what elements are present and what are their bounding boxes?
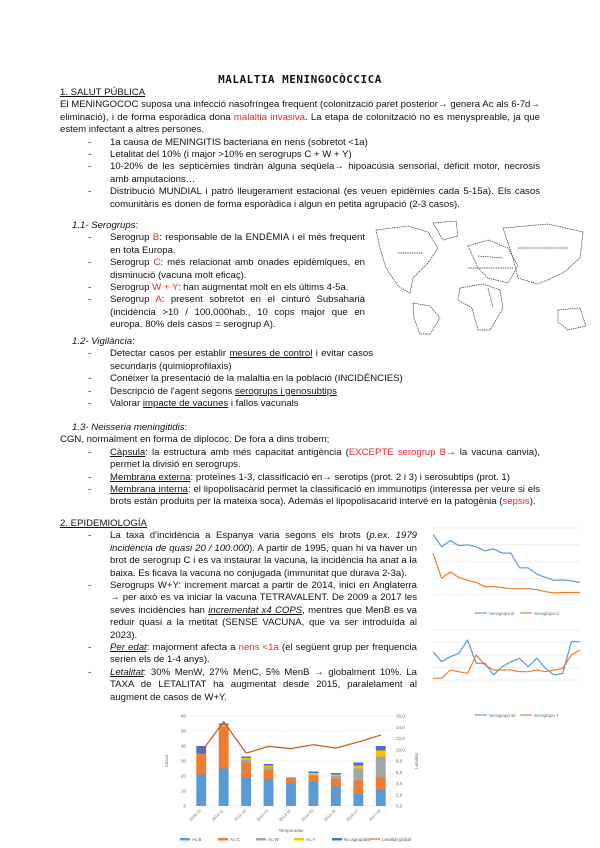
bar-segment <box>376 757 386 778</box>
list-item: - Serogrup A: present sobretot en el cinturó Subsaharià (incidència >10 / 100.000hab., 10 cops major que en europa. 80% dels casos = serogrup A). <box>60 294 365 331</box>
bar-segment <box>331 779 341 787</box>
y-tick-label: 60 <box>180 713 186 719</box>
list-item: - Valorar impacte de vacunes i fallos vacunals <box>60 398 542 410</box>
x-tick-label: 2010-11 <box>210 808 225 822</box>
bar-segment <box>331 775 341 777</box>
y2-tick-label: 4,0 <box>396 781 403 786</box>
x-tick-label: 2011-12 <box>233 808 247 822</box>
bar-segment <box>219 769 229 807</box>
paragraph: CGN, normalment en forma de diplococ. De fora a dins trobem; <box>60 434 330 446</box>
bar-segment <box>353 766 363 769</box>
list-item: - Càpsula: la estructura amb més capacitat antigència (EXCEPTE serogrup B→ la vacuna canvia), permet la divisió en serogrups. <box>60 447 540 472</box>
paragraph: El MENINGOCOC suposa una infecció nasofríngea frequent (colonització paret posterior→ genera Ac als 6-7d→ eliminació), i de forma esporàdica dona malaltia invasiva. La etapa de colonització no es menyspreable, ja que estem infectant a altres persones. <box>60 99 540 136</box>
section-serogrups <box>72 220 365 332</box>
x-tick-label: 2014-15 <box>300 808 315 823</box>
y-tick-label: 0 <box>183 803 186 809</box>
bar-segment <box>331 773 341 775</box>
list-item: - Letalitat: 30% MenW, 27% MenC, 5% MenB → globalment 10%. La TAXA de LETALITAT ha augmentat desde 2015, paralelament al augment de casos de W+Y. <box>60 667 417 704</box>
bar-segment <box>376 790 386 807</box>
section-vigilancia <box>72 336 542 410</box>
bar-segment <box>264 779 274 806</box>
bar-segment <box>286 778 296 779</box>
legend-label: Serogrupo B <box>489 611 515 616</box>
subsection-heading: 1.2- Vigilància: <box>72 336 135 347</box>
y2-tick-label: 16,0 <box>396 713 405 719</box>
bar-segment <box>353 763 363 766</box>
list-item: - La taxa d'incidència a Espanya varia segons els brots (p.ex. 1979 incidència de quasi 20 / 100.000). A partir de 1995, quan hi va haver un brot de serogrup C i es va instaurar la vacuna, la incidència ha anat a la baixa. Es ficava la vacuna no conjugada (immunitat que durava 2-3a). <box>60 530 417 580</box>
world-map-image <box>368 218 593 336</box>
list-item: - Serogrup B: responsable de la ENDÈMIA i el més frequent en tota Europa. <box>60 232 365 257</box>
bar-segment <box>376 751 386 757</box>
list-item: - Membrana externa: proteïnes 1-3, classificació en→ serotips (prot. 2 i 3) i serosubtips (prot. 1) <box>60 472 540 484</box>
section-neisseria <box>60 422 540 509</box>
bar-segment <box>376 778 386 790</box>
list-item: - Serogrups W+Y: increment marcat a partir de 2014, inici en Anglaterra → per això es va iniciar la vacuna TETRAVALENT. De 2009 a 2017 les seves incidències han incrementat x4 COPS, mentres que MenB es va reduir quasi a la metitat (SENSE VACUNA, que va ser introduïda al 2023). <box>60 580 417 642</box>
legend-label: No agrupable <box>344 837 372 842</box>
bar-segment <box>353 794 363 806</box>
legend-label: Letalitat global <box>382 837 412 842</box>
list-item: - Descripció de l'agent segons serogrups i genosubtips <box>60 386 542 398</box>
bullet-list <box>60 137 540 211</box>
y-tick-label: 20 <box>180 773 186 779</box>
x-tick-label: 2017-18 <box>367 808 382 823</box>
list-item: - 10-20% de les septicèmies tindràn alguna seqüela→ hipoacúsia sensorial, dèficit motor, necrosis amb amputacions… <box>60 161 540 186</box>
cases-by-season-bar-chart <box>160 708 425 846</box>
bullet-list <box>60 232 365 331</box>
y2-tick-label: 2,0 <box>396 792 403 798</box>
x-tick-label: 2013-14 <box>277 808 292 823</box>
list-item: - Conèixer la presentació de la malaltia en la població (INCIDÈNCIES) <box>60 373 542 385</box>
bar-segment <box>309 782 319 806</box>
list-item: - Letalitat del 10% (i major >10% en serogrups C + W + Y) <box>60 149 540 161</box>
y-tick-label: 10 <box>180 788 186 794</box>
list-item: - Serogrup C: més relacionat amb onades epidèmiques, en disminució (vacuna molt eficaç). <box>60 257 365 282</box>
subsection-heading: 1.3- Neisseria meningitidis: <box>72 422 188 433</box>
bar-segment <box>264 766 274 768</box>
bullet-list <box>60 447 540 509</box>
legend-swatch <box>180 838 190 841</box>
list-item: - Membrana interna: el lipopolisacàrid permet la classificació en immunotips (interessa per veure si els brots estàn produits per la mateixa soca). Además el lipopolisacarid intervé en la patogènia (sepsis). <box>60 484 540 509</box>
bar-segment <box>241 760 251 763</box>
legend-label: Ac.W <box>268 837 279 842</box>
bar-segment <box>241 778 251 807</box>
y-axis-label: Casos <box>164 754 169 768</box>
x-tick-label: 2012-13 <box>255 808 270 823</box>
list-item: - Per edat: majorment afecta a nens <1a (el següent grup per frequencia serien els de 1-4 anys). <box>60 642 417 667</box>
y-tick-label: 40 <box>180 743 186 749</box>
list-item: - Detectar casos per establir mesures de control i evitar casos secundaris (quimioprofilaxis) <box>60 348 373 373</box>
list-item: - 1a causa de MENINGITIS bacteriana en nens (sobretot <1a) <box>60 137 540 149</box>
bar-segment <box>309 773 319 775</box>
bar-segment <box>264 764 274 766</box>
x-tick-label: 2015-16 <box>322 808 337 823</box>
bar-segment <box>241 757 251 759</box>
bar-segment <box>331 776 341 779</box>
bar-segment <box>219 724 229 726</box>
legend-label: Ac.C <box>230 837 240 842</box>
section-heading: 2. EPIDEMIOLOGÍA <box>60 518 147 529</box>
section-salut-publica <box>60 87 540 211</box>
y2-tick-label: 10,0 <box>396 747 405 753</box>
y2-tick-label: 14,0 <box>396 724 405 730</box>
bar-segment <box>309 775 319 777</box>
series-line <box>433 553 580 593</box>
y2-tick-label: 6,0 <box>396 769 403 775</box>
bar-segment <box>196 754 206 775</box>
legend-label: Serogrupo C <box>534 611 560 616</box>
bar-segment <box>353 769 363 781</box>
incidence-bc-line-chart <box>425 520 590 620</box>
legend-swatch <box>256 838 266 841</box>
bar-segment <box>241 758 251 760</box>
x-axis-label: Temporadas <box>278 828 304 833</box>
bar-segment <box>241 763 251 778</box>
subsection-heading: 1.1- Serogrups: <box>72 220 139 231</box>
bar-segment <box>331 787 341 807</box>
y2-tick-label: 12,0 <box>396 736 405 741</box>
y2-tick-label: 0,0 <box>396 803 403 809</box>
section-heading: 1. SALUT PÚBLICA <box>60 87 146 98</box>
bullet-list <box>60 348 542 410</box>
bar-segment <box>309 776 319 782</box>
y-tick-label: 50 <box>180 728 186 734</box>
legend-swatch <box>218 838 228 841</box>
incidence-wy-line-chart <box>425 625 590 720</box>
y2-tick-label: 8,0 <box>396 758 403 764</box>
bar-segment <box>353 781 363 795</box>
legend-swatch <box>332 838 342 841</box>
page-title: MALALTIA MENINGOCÒCCICA <box>218 73 382 86</box>
bar-segment <box>286 778 296 783</box>
bar-segment <box>286 784 296 807</box>
legend-label: Ac.B <box>192 837 202 842</box>
legend-label: Serogrupo W <box>489 713 516 718</box>
bar-segment <box>376 746 386 751</box>
bar-segment <box>309 772 319 774</box>
bullet-list <box>60 530 417 704</box>
list-item: - Serogrup W + Y: han augmentat molt en els últims 4-5a. <box>60 282 365 294</box>
bar-segment <box>264 770 274 779</box>
bar-segment <box>264 767 274 770</box>
list-item: - Distribució MUNDIAL i patró lleugerament estacional (es veuen epidèmies cada 5-15a). Els casos comunitàris es donen de forma esporàdica i algun en petita agrupació (2-3 casos). <box>60 186 540 211</box>
x-tick-label: 2009-10 <box>188 808 202 823</box>
y-tick-label: 30 <box>180 758 186 764</box>
bar-segment <box>219 727 229 769</box>
section-epidemiologia <box>60 518 418 704</box>
x-tick-label: 2016-17 <box>345 808 360 823</box>
y2-axis-label: Letalitat <box>414 753 419 769</box>
legend-swatch <box>294 838 304 841</box>
legend-label: Serogrupo Y <box>534 713 560 718</box>
bar-segment <box>196 775 206 807</box>
legend-label: Ac.Y <box>306 837 316 842</box>
